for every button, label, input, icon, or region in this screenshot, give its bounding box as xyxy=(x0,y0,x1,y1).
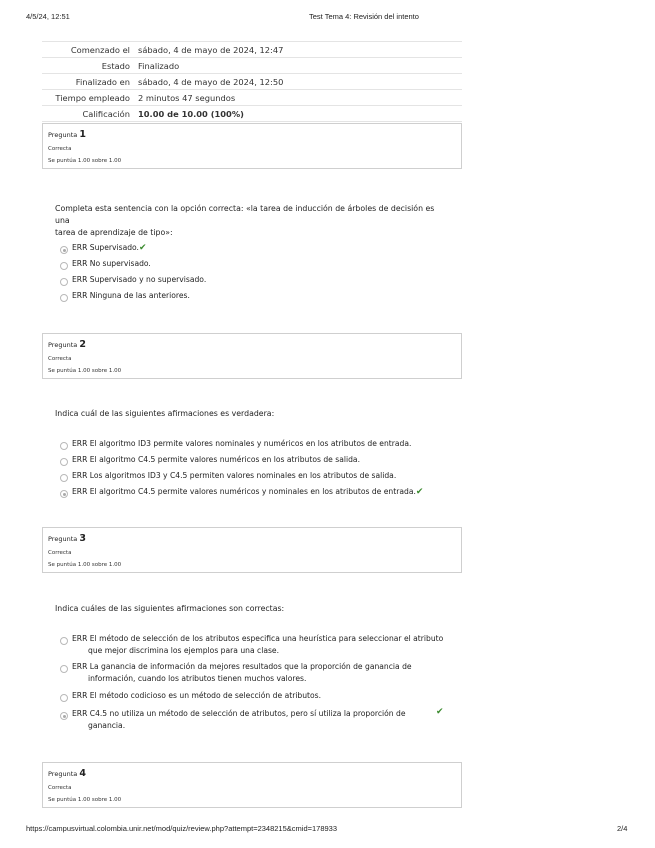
question-number xyxy=(48,533,86,544)
question-number-value: 2 xyxy=(79,339,86,350)
answer-option-line: que mejor discrimina los ejemplos para una clase. xyxy=(88,646,280,655)
check-icon: ✔ xyxy=(436,707,444,717)
radio-icon[interactable] xyxy=(60,712,68,720)
answer-option-line: ERR El método codicioso es un método de selección de atributos. xyxy=(72,691,322,700)
summary-value: 10.00 de 10.00 (100%) xyxy=(138,106,462,122)
question-prefix: Pregunta xyxy=(48,535,78,543)
radio-icon[interactable] xyxy=(60,246,68,254)
radio-icon[interactable] xyxy=(60,474,68,482)
radio-icon[interactable] xyxy=(60,458,68,466)
answer-option[interactable] xyxy=(72,708,406,732)
check-icon: ✔ xyxy=(415,487,424,497)
summary-label: Finalizado en xyxy=(42,74,138,90)
radio-icon[interactable] xyxy=(60,665,68,673)
question-text-2 xyxy=(55,408,450,420)
question-number xyxy=(48,768,86,779)
page-number: 2/4 xyxy=(617,824,628,833)
check-icon: ✔ xyxy=(138,243,147,253)
radio-icon[interactable] xyxy=(60,637,68,645)
question-grade: Se puntúa 1.00 sobre 1.00 xyxy=(48,797,122,803)
question-state: Correcta xyxy=(48,550,72,556)
question-state: Correcta xyxy=(48,785,72,791)
question-info-2 xyxy=(42,333,462,379)
radio-icon[interactable] xyxy=(60,694,68,702)
summary-label: Calificación xyxy=(42,106,138,122)
question-number xyxy=(48,339,86,350)
question-grade: Se puntúa 1.00 sobre 1.00 xyxy=(48,562,122,568)
question-text-line: Indica cuál de las siguientes afirmaciones es verdadera: xyxy=(55,409,275,418)
summary-row xyxy=(42,58,462,74)
question-text-3 xyxy=(55,603,450,615)
question-state: Correcta xyxy=(48,356,72,362)
answer-option-label: ERR El algoritmo C4.5 permite valores numéricos y nominales en los atributos de entrada. xyxy=(72,487,416,496)
question-prefix: Pregunta xyxy=(48,770,78,778)
answer-option[interactable] xyxy=(72,486,423,498)
answer-option[interactable]: ERR El algoritmo ID3 permite valores nominales y numéricos en los atributos de entrada. xyxy=(72,439,412,448)
summary-row xyxy=(42,106,462,122)
question-text-1 xyxy=(55,203,450,239)
radio-icon[interactable] xyxy=(60,490,68,498)
answer-option[interactable] xyxy=(72,633,443,657)
radio-icon[interactable] xyxy=(60,262,68,270)
page-title: Test Tema 4: Revisión del intento xyxy=(309,12,419,21)
print-datetime: 4/5/24, 12:51 xyxy=(26,12,70,21)
answer-option-line: ganancia. xyxy=(88,721,126,730)
summary-value: Finalizado xyxy=(138,58,462,74)
answer-option[interactable]: ERR Supervisado y no supervisado. xyxy=(72,275,207,284)
question-grade: Se puntúa 1.00 sobre 1.00 xyxy=(48,368,122,374)
question-number-value: 1 xyxy=(79,129,86,140)
question-prefix: Pregunta xyxy=(48,131,78,139)
summary-label: Comenzado el xyxy=(42,42,138,58)
radio-icon[interactable] xyxy=(60,294,68,302)
summary-label: Estado xyxy=(42,58,138,74)
answer-option-line: ERR C4.5 no utiliza un método de selección de atributos, pero sí utiliza la proporción de xyxy=(72,709,406,718)
question-text-line: Completa esta sentencia con la opción correcta: «la tarea de inducción de árboles de decisión es una xyxy=(55,204,435,225)
attempt-summary-table xyxy=(42,41,462,122)
question-grade: Se puntúa 1.00 sobre 1.00 xyxy=(48,158,122,164)
answer-option-line: ERR El método de selección de los atributos especifica una heurística para seleccionar el atributo xyxy=(72,634,444,643)
answer-option-line: información, cuando los atributos tienen muchos valores. xyxy=(88,674,307,683)
answer-option[interactable] xyxy=(72,690,321,702)
answer-option-line: ERR La ganancia de información da mejores resultados que la proporción de ganancia de xyxy=(72,662,412,671)
answer-option[interactable] xyxy=(72,242,147,254)
summary-value: sábado, 4 de mayo de 2024, 12:47 xyxy=(138,42,462,58)
radio-icon[interactable] xyxy=(60,278,68,286)
answer-option-label: ERR Supervisado. xyxy=(72,243,139,252)
summary-row xyxy=(42,42,462,58)
answer-option[interactable]: ERR Ninguna de las anteriores. xyxy=(72,291,190,300)
question-number xyxy=(48,129,86,140)
question-prefix: Pregunta xyxy=(48,341,78,349)
answer-option[interactable]: ERR No supervisado. xyxy=(72,259,151,268)
radio-icon[interactable] xyxy=(60,442,68,450)
question-text-line: Indica cuáles de las siguientes afirmaciones son correctas: xyxy=(55,604,285,613)
question-info-4 xyxy=(42,762,462,808)
question-number-value: 3 xyxy=(79,533,86,544)
summary-row xyxy=(42,74,462,90)
answer-option[interactable]: ERR Los algoritmos ID3 y C4.5 permiten valores nominales en los atributos de salida. xyxy=(72,471,397,480)
question-number-value: 4 xyxy=(79,768,86,779)
question-info-1 xyxy=(42,123,462,169)
answer-option[interactable] xyxy=(72,661,412,685)
summary-value: 2 minutos 47 segundos xyxy=(138,90,462,106)
question-state: Correcta xyxy=(48,146,72,152)
summary-value: sábado, 4 de mayo de 2024, 12:50 xyxy=(138,74,462,90)
page-url: https://campusvirtual.colombia.unir.net/mod/quiz/review.php?attempt=2348215&cmid=178933 xyxy=(26,824,338,833)
answer-option[interactable]: ERR El algoritmo C4.5 permite valores numéricos en los atributos de salida. xyxy=(72,455,360,464)
question-info-3 xyxy=(42,527,462,573)
question-text-line: tarea de aprendizaje de tipo»: xyxy=(55,228,173,237)
summary-label: Tiempo empleado xyxy=(42,90,138,106)
summary-row xyxy=(42,90,462,106)
